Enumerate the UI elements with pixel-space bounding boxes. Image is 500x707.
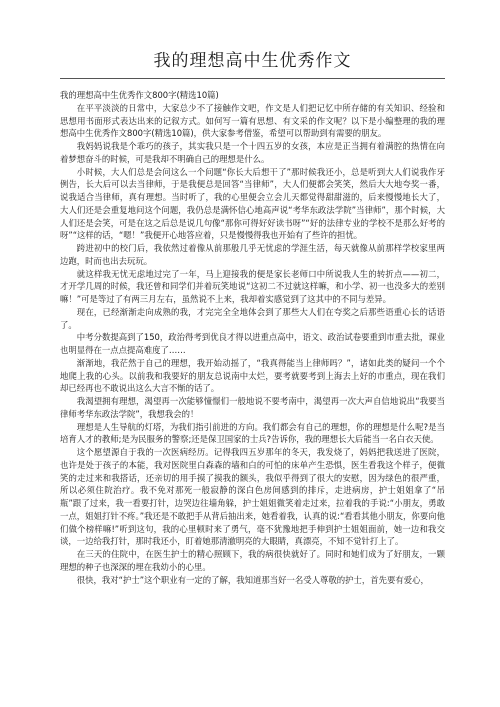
- essay-paragraph: 很快，我对“护士”这个职业有一定的了解，我知道那当好一名受人尊敬的护士，首先要有爱心，: [76, 574, 429, 585]
- intro-paragraph: 在平平淡淡的日常中，大家总少不了接触作文吧，作文是人们把记忆中所存储的有关知识、经验和思想用书面形式表达出来的记叙方式。如何写一篇有思想、有文采的作文呢？以下是小编整理的我的理想高中生优秀作文800字(精选10篇)，供大家参考借鉴，希望可以帮助到有需要的朋友。: [60, 102, 445, 139]
- essay-paragraph: 小时候，大人们总是会问这么一个问题“你长大后想干了”那时候我还小，总是听到大人们说我作牙例告，长大后可以去当律师，于是我便总是回答“当律师”，大人们便都会笑笑，然后大大地夸奖一番，说我适合当律师，真有理想。当时听了，我的心里便会立会儿天都觉得甜甜滋的，后来慢慢地长大了，大人们还是会重复地问这个问题，我仍总是满怀信心地高声说“考华东政法学院”当律师”，那个时候，大人们还是会笑，可是在这之后总是说几句像“那你可得好好读书呀”“好的法律专业的学校不是那么好考的呀”“这样的话，“嗯！”我便开心地答应着，只是慢慢得我也开始有了些许的担忧。: [60, 166, 445, 241]
- essay-paragraph: 就这样我无忧无虑地过完了一年，马上迎接我的便是家长老师口中所说我人生的转折点——初二，才开学几周的时候，我还曾和同学们并着玩笑地说“这初二不过就这样嘛，和小学、初一也没多大的差别嘛！”可是等过了有两三月左右，虽然说不上来，我却着实感觉到了这其中的不同与差异。: [60, 268, 445, 304]
- essay-paragraph: 在三天的住院中，在医生护士的精心照顾下，我的病很快就好了。同时和她们成为了好朋友，一颗理想的种子也深深的埋在我幼小的心里。: [60, 549, 445, 572]
- essay-paragraph: 这个愿望源自于我的一次医病经历。记得我四五岁那年的冬天，我发烧了，妈妈把我送进了医院，也许是处于孩子的本能，我对医院里白森森的墙和白的可怕的床单产生恐惧，医生看我这个样子，便微笑的走过来和我搭话，还亲切的用手摸了摸我的额头，我似乎得到了很大的安慰，因为绿色的很严重，所以必须住院治疗。我不免对那死一般寂静的深白色房间感到的排斥，走进病房，护士姐姐拿了“吊瓶”跟了过来，我一看要打针，边哭边往墙角躲，护士姐姐微笑着走过来，拉着我的手说:“小朋友，勇敢一点，姐姐打针不疼。”我还是不敢把手从背后抽出来，她看着我，认真的说:“看看其他小朋友，你要向他们做个榜样嘛!”听到这句，我的心里顿时来了勇气，毫不犹豫地把手伸到护士姐姐面前，她一边和我交谈，一边给我打针，那时我还小，盯着她那清澈明亮的大眼睛，真漂亮，不知不觉针打上了。: [60, 447, 445, 547]
- essay-paragraph: 中考分数提高到了150，政治得考到优良才得以进重点高中，语文、政治试卷要重到市重去批，课业也明显得在一点点提高难度了……: [60, 332, 445, 355]
- essay-paragraph: 理想是人生导航的灯塔，为我们指引前进的方向。我们都会有自己的理想，你的理想是什么呢?是当培育人才的教师;是为民服务的警察;还是保卫国家的士兵?告诉你，我的理想长大后能当一名白衣天使。: [60, 421, 445, 445]
- subtitle-line: 我的理想高中生优秀作文800字(精选10篇): [60, 90, 219, 100]
- essay-paragraph: 我渴望拥有理想，渴望再一次能够憧憬们一般地说不要考南中，渴望再一次大声自信地说出“我要当律师考华东政法学院”，我想我会的！: [60, 396, 445, 419]
- title-divider: [60, 78, 445, 79]
- essay-paragraph: 跨进初中的校门后，我依然过着像从前那般几乎无忧虑的学涯生活，每天就像从前那样学校家里两边跑，时而也出去玩玩。: [60, 243, 445, 266]
- document-body: [60, 89, 445, 586]
- document-title: 我的理想高中生优秀作文: [153, 51, 352, 71]
- essay-paragraph: 现在，已经渐渐走向成熟的我，才完完全全地体会到了那些大人们在夸奖之后那些语重心长的话语了。: [60, 306, 445, 330]
- essay-paragraph: 我妈妈说我是个乖巧的孩子，其实我只是一个十四五岁的女孩，本应是正当拥有着满腔的热情在向着梦想奋斗的时候，可是我却不明确自己的理想是什么。: [60, 141, 445, 164]
- essay-paragraph: 渐渐地，我茫然于自己的理想，我开始动摇了，“我真得能当上律师吗？”，诸如此类的疑问一个个地爬上我的心头。以前我和我要好的朋友总说南中太烂，要考就要考到上海去上好的市重点，现在我们却已经再也不敢说出这么大言不惭的话了。: [60, 357, 445, 394]
